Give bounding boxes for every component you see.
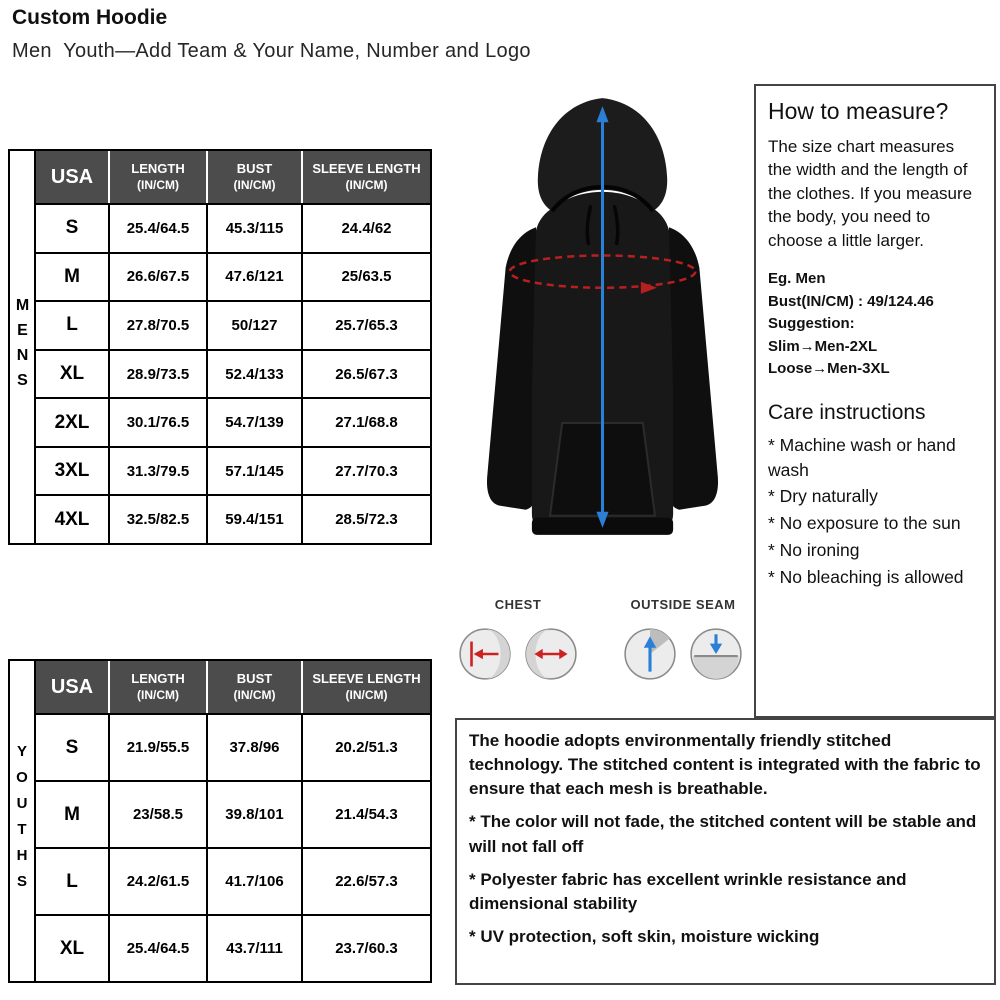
fabric-intro: The hoodie adopts environmentally friendly stitched technology. The stitched content is integrated with the fabric to ensure that each mesh is breathable. <box>469 731 981 799</box>
example-line: Loose→Men-3XL <box>768 360 890 378</box>
fabric-bullet: * Polyester fabric has excellent wrinkle resistance and dimensional stability <box>469 869 907 913</box>
care-item: * Machine wash or hand wash <box>768 434 956 480</box>
example-line: Eg. Men <box>768 270 826 288</box>
page-title: Custom Hoodie <box>12 6 168 29</box>
measurement-cell: 43.7/111 <box>206 916 301 981</box>
measurement-cell: 28.9/73.5 <box>108 351 206 398</box>
youths-table-header <box>36 661 430 713</box>
measurement-cell: 45.3/115 <box>206 205 301 252</box>
sizing-example-block <box>768 268 982 381</box>
measurement-cell: 27.8/70.5 <box>108 302 206 349</box>
hoodie-image <box>443 90 761 544</box>
fabric-info-panel <box>455 718 996 985</box>
chest-measure-icon-1 <box>457 626 513 682</box>
column-header-sleeve-line2: (IN/CM) <box>345 687 388 702</box>
column-header-length-line1: LENGTH <box>131 161 185 177</box>
table-row <box>36 780 430 847</box>
chest-icons <box>457 626 579 682</box>
size-cell: 2XL <box>54 411 90 433</box>
youths-table-grid <box>36 661 430 981</box>
size-cell: M <box>64 265 80 287</box>
measurement-cell: 59.4/151 <box>206 496 301 543</box>
page-subtitle: Men Youth—Add Team & Your Name, Number and Logo <box>12 40 531 62</box>
measurement-cell: 47.6/121 <box>206 254 301 301</box>
how-to-measure-panel <box>754 84 996 718</box>
how-to-measure-title: How to measure? <box>768 98 949 124</box>
youths-table-body <box>36 713 430 981</box>
column-header-bust-line1: BUST <box>236 671 273 687</box>
how-to-measure-text: The size chart measures the width and the length of the clothes. If you measure the body, you need to choose a little larger. <box>768 137 973 250</box>
measurement-cell: 32.5/82.5 <box>108 496 206 543</box>
measurement-cell: 37.8/96 <box>206 715 301 780</box>
outside-seam-measure-group <box>608 597 758 682</box>
measurement-cell: 30.1/76.5 <box>108 399 206 446</box>
chest-measure-icon-2 <box>523 626 579 682</box>
column-header-bust <box>206 151 301 203</box>
measurement-cell: 20.2/51.3 <box>301 715 430 780</box>
outside-seam-icon-1 <box>622 626 678 682</box>
measurement-cell: 41.7/106 <box>206 849 301 914</box>
measurement-cell: 28.5/72.3 <box>301 496 430 543</box>
column-header-usa: USA <box>36 661 108 713</box>
youths-size-table <box>8 659 432 983</box>
measurement-cell: 24.2/61.5 <box>108 849 206 914</box>
size-cell: S <box>65 736 79 758</box>
table-row <box>36 847 430 914</box>
column-header-length-line1: LENGTH <box>131 671 185 687</box>
size-cell: XL <box>59 937 85 959</box>
fabric-bullet: * UV protection, soft skin, moisture wicking <box>469 926 820 946</box>
table-row <box>36 494 430 543</box>
column-header-length <box>108 661 206 713</box>
care-item: * Dry naturally <box>768 486 878 507</box>
example-line: Bust(IN/CM) : 49/124.46 <box>768 292 934 310</box>
measurement-cell: 23.7/60.3 <box>301 916 430 981</box>
fabric-bullet: * The color will not fade, the stitched content will be stable and will not fall off <box>469 812 977 856</box>
care-item: * No bleaching is allowed <box>768 566 964 587</box>
measurement-cell: 25.4/64.5 <box>108 205 206 252</box>
column-header-sleeve-line1: SLEEVE LENGTH <box>312 671 421 687</box>
measurement-cell: 24.4/62 <box>301 205 430 252</box>
measurement-cell: 27.7/70.3 <box>301 448 430 495</box>
measurement-cell: 21.4/54.3 <box>301 782 430 847</box>
table-row <box>36 252 430 301</box>
hoodie-illustration <box>443 90 761 544</box>
table-row <box>36 349 430 398</box>
mens-table-grid <box>36 151 430 543</box>
table-row <box>36 203 430 252</box>
size-cell: L <box>66 314 78 336</box>
care-instructions-list <box>768 433 982 590</box>
measurement-cell: 26.6/67.5 <box>108 254 206 301</box>
table-row <box>36 713 430 780</box>
care-item: * No exposure to the sun <box>768 513 961 534</box>
table-row <box>36 300 430 349</box>
measurement-cell: 25.4/64.5 <box>108 916 206 981</box>
outside-seam-label: OUTSIDE SEAM <box>630 597 736 612</box>
table-row <box>36 397 430 446</box>
mens-table-header <box>36 151 430 203</box>
column-header-bust <box>206 661 301 713</box>
table-row <box>36 446 430 495</box>
measurement-cell: 25.7/65.3 <box>301 302 430 349</box>
example-line: Suggestion: <box>768 315 855 333</box>
youths-side-label-text: YOUTHS <box>13 743 31 899</box>
measurement-cell: 22.6/57.3 <box>301 849 430 914</box>
outside-seam-icon-2 <box>688 626 744 682</box>
column-header-sleeve-line2: (IN/CM) <box>345 177 388 192</box>
column-header-usa: USA <box>36 151 108 203</box>
care-item: * No ironing <box>768 540 860 561</box>
size-cell: M <box>64 803 80 825</box>
chest-measure-group <box>452 597 584 682</box>
column-header-bust-line1: BUST <box>236 161 273 177</box>
measurement-cell: 57.1/145 <box>206 448 301 495</box>
column-header-length-line2: (IN/CM) <box>137 177 179 192</box>
chest-label: CHEST <box>494 597 542 612</box>
size-cell: 3XL <box>54 460 90 482</box>
size-cell: 4XL <box>54 508 90 530</box>
example-line: Slim→Men-2XL <box>768 337 878 355</box>
care-instructions-title: Care instructions <box>768 400 926 424</box>
outside-seam-icons <box>622 626 744 682</box>
measurement-cell: 25/63.5 <box>301 254 430 301</box>
youths-side-label <box>10 661 36 981</box>
table-row <box>36 914 430 981</box>
measurement-cell: 21.9/55.5 <box>108 715 206 780</box>
mens-table-body <box>36 203 430 543</box>
mens-size-table <box>8 149 432 545</box>
column-header-sleeve <box>301 151 430 203</box>
size-cell: L <box>66 870 78 892</box>
mens-side-label <box>10 151 36 543</box>
column-header-sleeve <box>301 661 430 713</box>
measurement-cell: 50/127 <box>206 302 301 349</box>
measurement-cell: 23/58.5 <box>108 782 206 847</box>
column-header-length <box>108 151 206 203</box>
size-cell: XL <box>59 363 85 385</box>
measurement-cell: 27.1/68.8 <box>301 399 430 446</box>
measurement-cell: 39.8/101 <box>206 782 301 847</box>
column-header-bust-line2: (IN/CM) <box>233 177 276 192</box>
measurement-cell: 26.5/67.3 <box>301 351 430 398</box>
column-header-length-line2: (IN/CM) <box>137 687 179 702</box>
measurement-cell: 54.7/139 <box>206 399 301 446</box>
size-cell: S <box>65 217 79 239</box>
column-header-bust-line2: (IN/CM) <box>233 687 276 702</box>
measurement-cell: 52.4/133 <box>206 351 301 398</box>
column-header-sleeve-line1: SLEEVE LENGTH <box>312 161 421 177</box>
measurement-cell: 31.3/79.5 <box>108 448 206 495</box>
mens-side-label-text: MENS <box>14 297 31 397</box>
